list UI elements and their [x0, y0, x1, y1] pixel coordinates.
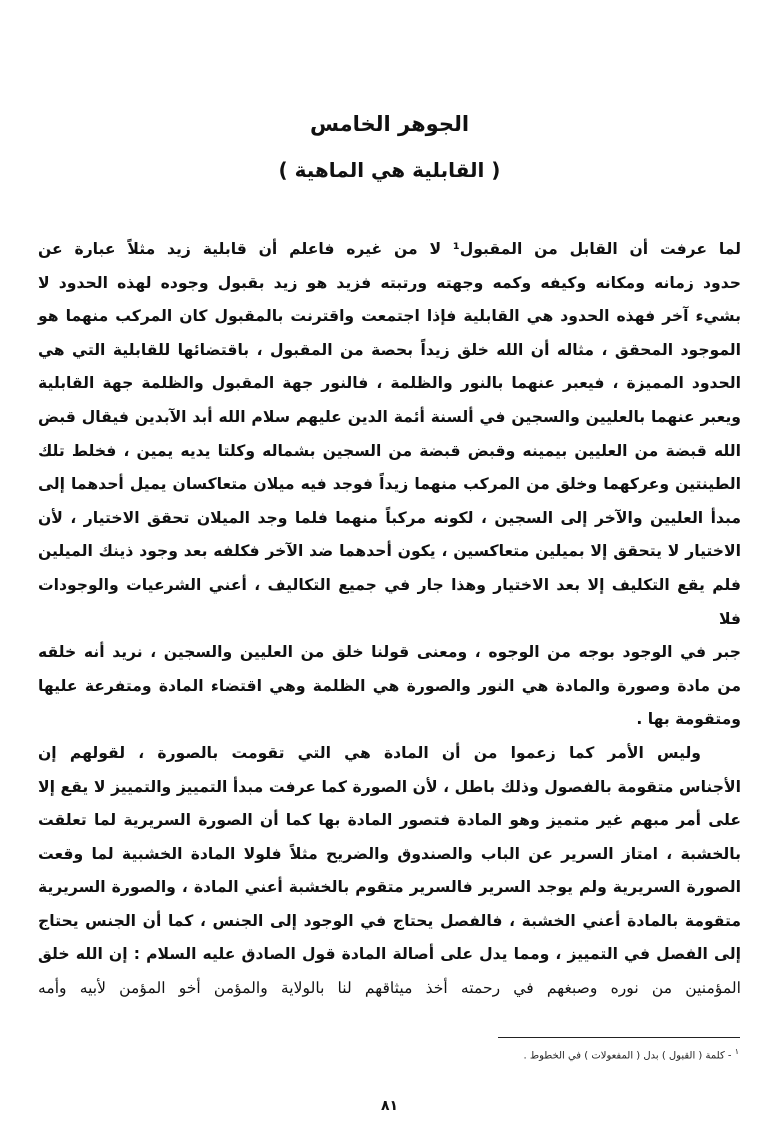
paragraph-line: فلم يقع التكليف إلا بعد الاختيار وهذا جار في جميع التكاليف ، أعني الشرعيات والوجودات فلا — [38, 575, 741, 628]
paragraph-line: من مادة وصورة والمادة هي النور والصورة هي الظلمة وهي اقتضاء المادة ومتفرعة عليها — [38, 676, 741, 695]
chapter-subtitle: ( القابلية هي الماهية ) — [278, 158, 501, 182]
paragraph-line: متقومة بالمادة أعني الخشبة ، فالفصل يحتاج في الوجود إلى الجنس ، كما أن الجنس يحتاج — [38, 911, 741, 930]
footnote — [524, 1047, 739, 1061]
footnote-divider — [498, 1037, 740, 1038]
paragraph-line: الصورة السريرية ولم يوجد السرير فالسرير متقوم بالخشبة أعني المادة ، والصورة السريرية — [38, 878, 741, 897]
paragraph-line: مبدأ العليين والآخر إلى السجين ، لكونه مركباً منهما فلما وجد الميلان تحقق الاختيار ، لأن — [38, 508, 741, 527]
paragraph-line: ويعبر عنهما بالعليين والسجين في ألسنة أئمة الدين عليهم سلام الله أبد الآبدين فيقال قبض — [38, 407, 741, 426]
footnote-marker: ١ — [734, 1047, 739, 1056]
body-text — [38, 233, 741, 1006]
chapter-title: الجوهر الخامس — [309, 112, 470, 136]
paragraph-line: الله قبضة من العليين بيمينه وقبض قبضة من السجين بشماله وكلتا يديه يمين ، فخلط تلك — [38, 441, 741, 460]
paragraph-line: الأجناس متقومة بالفصول وذلك باطل ، لأن الصورة كما عرفت مبدأ التمييز والتمييز لا يقع إلا — [38, 777, 741, 796]
page-number: ٨١ — [380, 1098, 399, 1114]
paragraph-line: بشيء آخر فهذه الحدود هي القابلية فإذا اجتمعت واقترنت بالمقبول كان المركب منهما هو — [38, 307, 741, 326]
paragraph-line: على أمر مبهم غير متميز وهو المادة فتصور المادة بها كما أن الصورة السريرية لما تعلقت — [38, 811, 741, 830]
footnote-text: - كلمة ( القبول ) بدل ( المفعولات ) في الخطوط . — [523, 1050, 732, 1062]
paragraph-line: بالخشبة ، امتاز السرير عن الباب والصندوق والضريح مثلاً فلولا المادة الخشبية لما وقعت — [38, 844, 741, 863]
paragraph-line: الطينتين وعركهما وخلق من المركب منهما زيداً فوجد فيه ميلان متعاكسان يميل أحدهما إلى — [38, 475, 741, 494]
paragraph-line: ومتقومة بها . — [636, 710, 741, 729]
paragraph-line: إلى الفصل في التمييز ، ومما يدل على أصالة المادة قول الصادق عليه السلام : إن الله خلق — [38, 945, 741, 964]
paragraph-line: لما عرفت أن القابل من المقبول¹ لا من غيره فاعلم أن قابلية زيد مثلاً عبارة عن — [38, 240, 742, 258]
paragraph-line: حدود زمانه ومكانه وكيفه وكمه وجهته ورتبته فزيد هو زيد بقبول وجوده لهذه الحدود لا — [38, 273, 741, 292]
paragraph-line: وليس الأمر كما زعموا من أن المادة هي التي تقومت بالصورة ، لقولهم إن — [38, 743, 701, 762]
paragraph-line: المؤمنين من نوره وصبغهم في رحمته أخذ ميثاقهم لنا بالولاية والمؤمن أخو المؤمن لأبيه وأمه — [38, 979, 741, 998]
paragraph-line: جبر في الوجود بوجه من الوجوه ، ومعنى قولنا خلق من العليين والسجين ، نريد أنه خلقه — [38, 643, 741, 662]
paragraph-line: الحدود المميزة ، فيعبر عنهما بالنور والظلمة ، فالنور جهة المقبول والظلمة جهة القابلية — [38, 374, 741, 393]
paragraph-line: الاختيار لا يتحقق إلا بميلين متعاكسين ، يكون أحدهما ضد الآخر فكلفه بعد وجود ذينك الميلين — [38, 542, 741, 561]
paragraph-line: الموجود المحقق ، مثاله أن الله خلق زيداً بحصة من المقبول ، باقتضائها للقابلية التي هي — [38, 340, 741, 359]
